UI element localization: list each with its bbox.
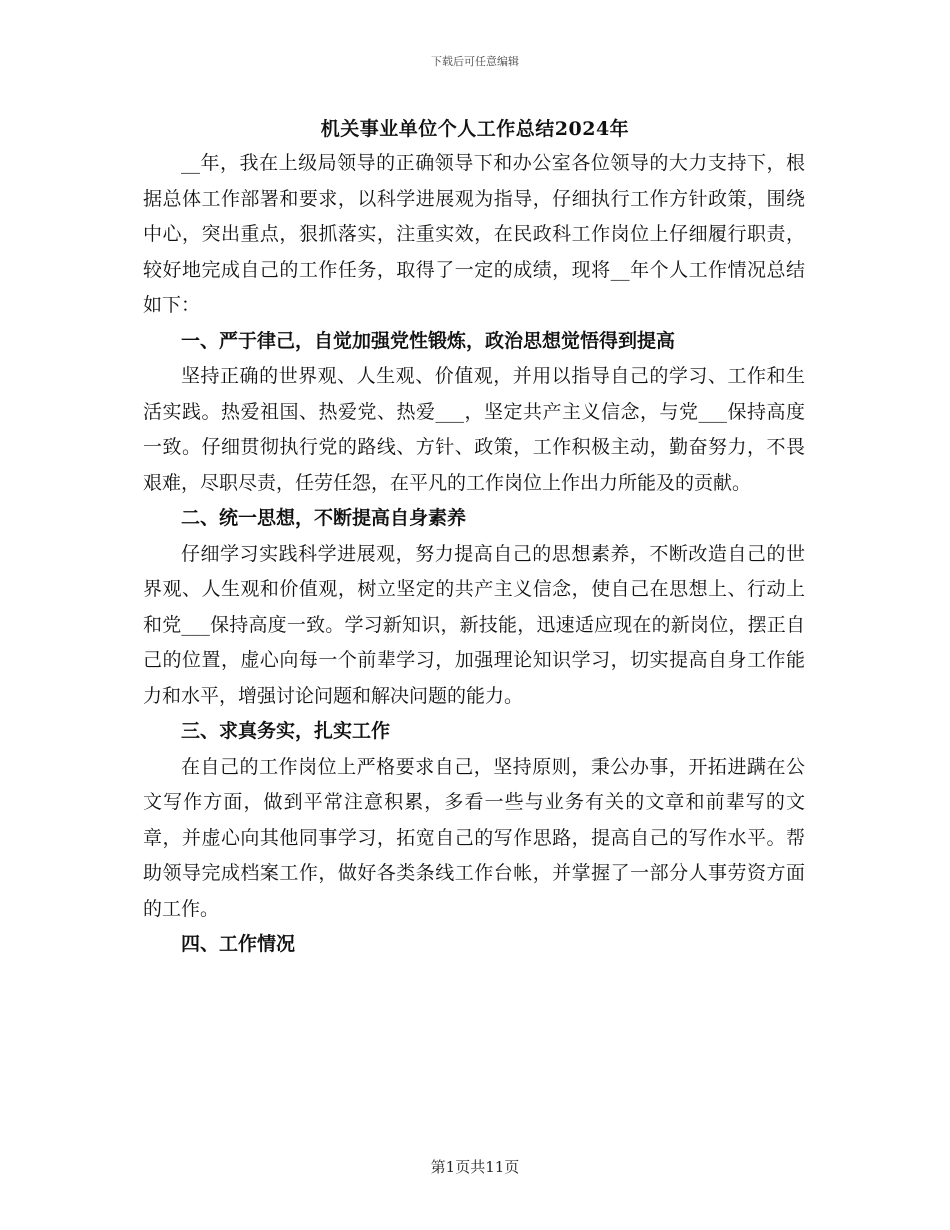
intro-paragraph: __年，我在上级局领导的正确领导下和办公室各位领导的大力支持下，根据总体工作部署和要求，以科学进展观为指导，仔细执行工作方针政策，围绕中心，突出重点，狠抓落实，注重实效，在民政科工作岗位上仔细履行职责，较好地完成自己的工作任务，取得了一定的成绩，现将__年个人工作情况总结如下： — [143, 152, 805, 316]
page-title: 机关事业单位个人工作总结2024年 — [320, 118, 630, 140]
section-body-3: 在自己的工作岗位上严格要求自己，坚持原则，秉公办事，开拓进蹒在公文写作方面，做到平常注意积累，多看一些与业务有关的文章和前辈写的文章，并虚心向其他同事学习，拓宽自己的写作思路，提高自己的写作水平。帮助领导完成档案工作，做好各类条线工作台帐，并掌握了一部分人事劳资方面的工作。 — [143, 755, 805, 920]
section-heading-4: 四、工作情况 — [181, 933, 296, 955]
section-body-1: 坚持正确的世界观、人生观、价值观，并用以指导自己的学习、工作和生活实践。热爱祖国、热爱党、热爱___，坚定共产主义信念，与党___保持高度一致。仔细贯彻执行党的路线、方针、政策，工作积极主动，勤奋努力，不畏艰难，尽职尽责，任劳任怨，在平凡的工作岗位上作出力所能及的贡献。 — [143, 365, 805, 494]
section-heading-1: 一、严于律己，自觉加强党性锻炼，政治思想觉悟得到提高 — [181, 329, 676, 352]
document-body — [143, 146, 805, 963]
header-note: 下载后可任意编辑 — [431, 55, 519, 68]
section-heading-3: 三、求真务实，扎实工作 — [181, 720, 391, 742]
page-number: 第1页共11页 — [430, 1158, 520, 1176]
section-body-2: 仔细学习实践科学进展观，努力提高自己的思想素养，不断改造自己的世界观、人生观和价值观，树立坚定的共产主义信念，使自己在思想上、行动上和党___保持高度一致。学习新知识，新技能，迅速适应现在的新岗位，摆正自己的位置，虚心向每一个前辈学习，加强理论知识学习，切实提高自身工作能力和水平，增强讨论问题和解决问题的能力。 — [143, 542, 805, 707]
section-heading-2: 二、统一思想，不断提高自身素养 — [181, 507, 467, 529]
